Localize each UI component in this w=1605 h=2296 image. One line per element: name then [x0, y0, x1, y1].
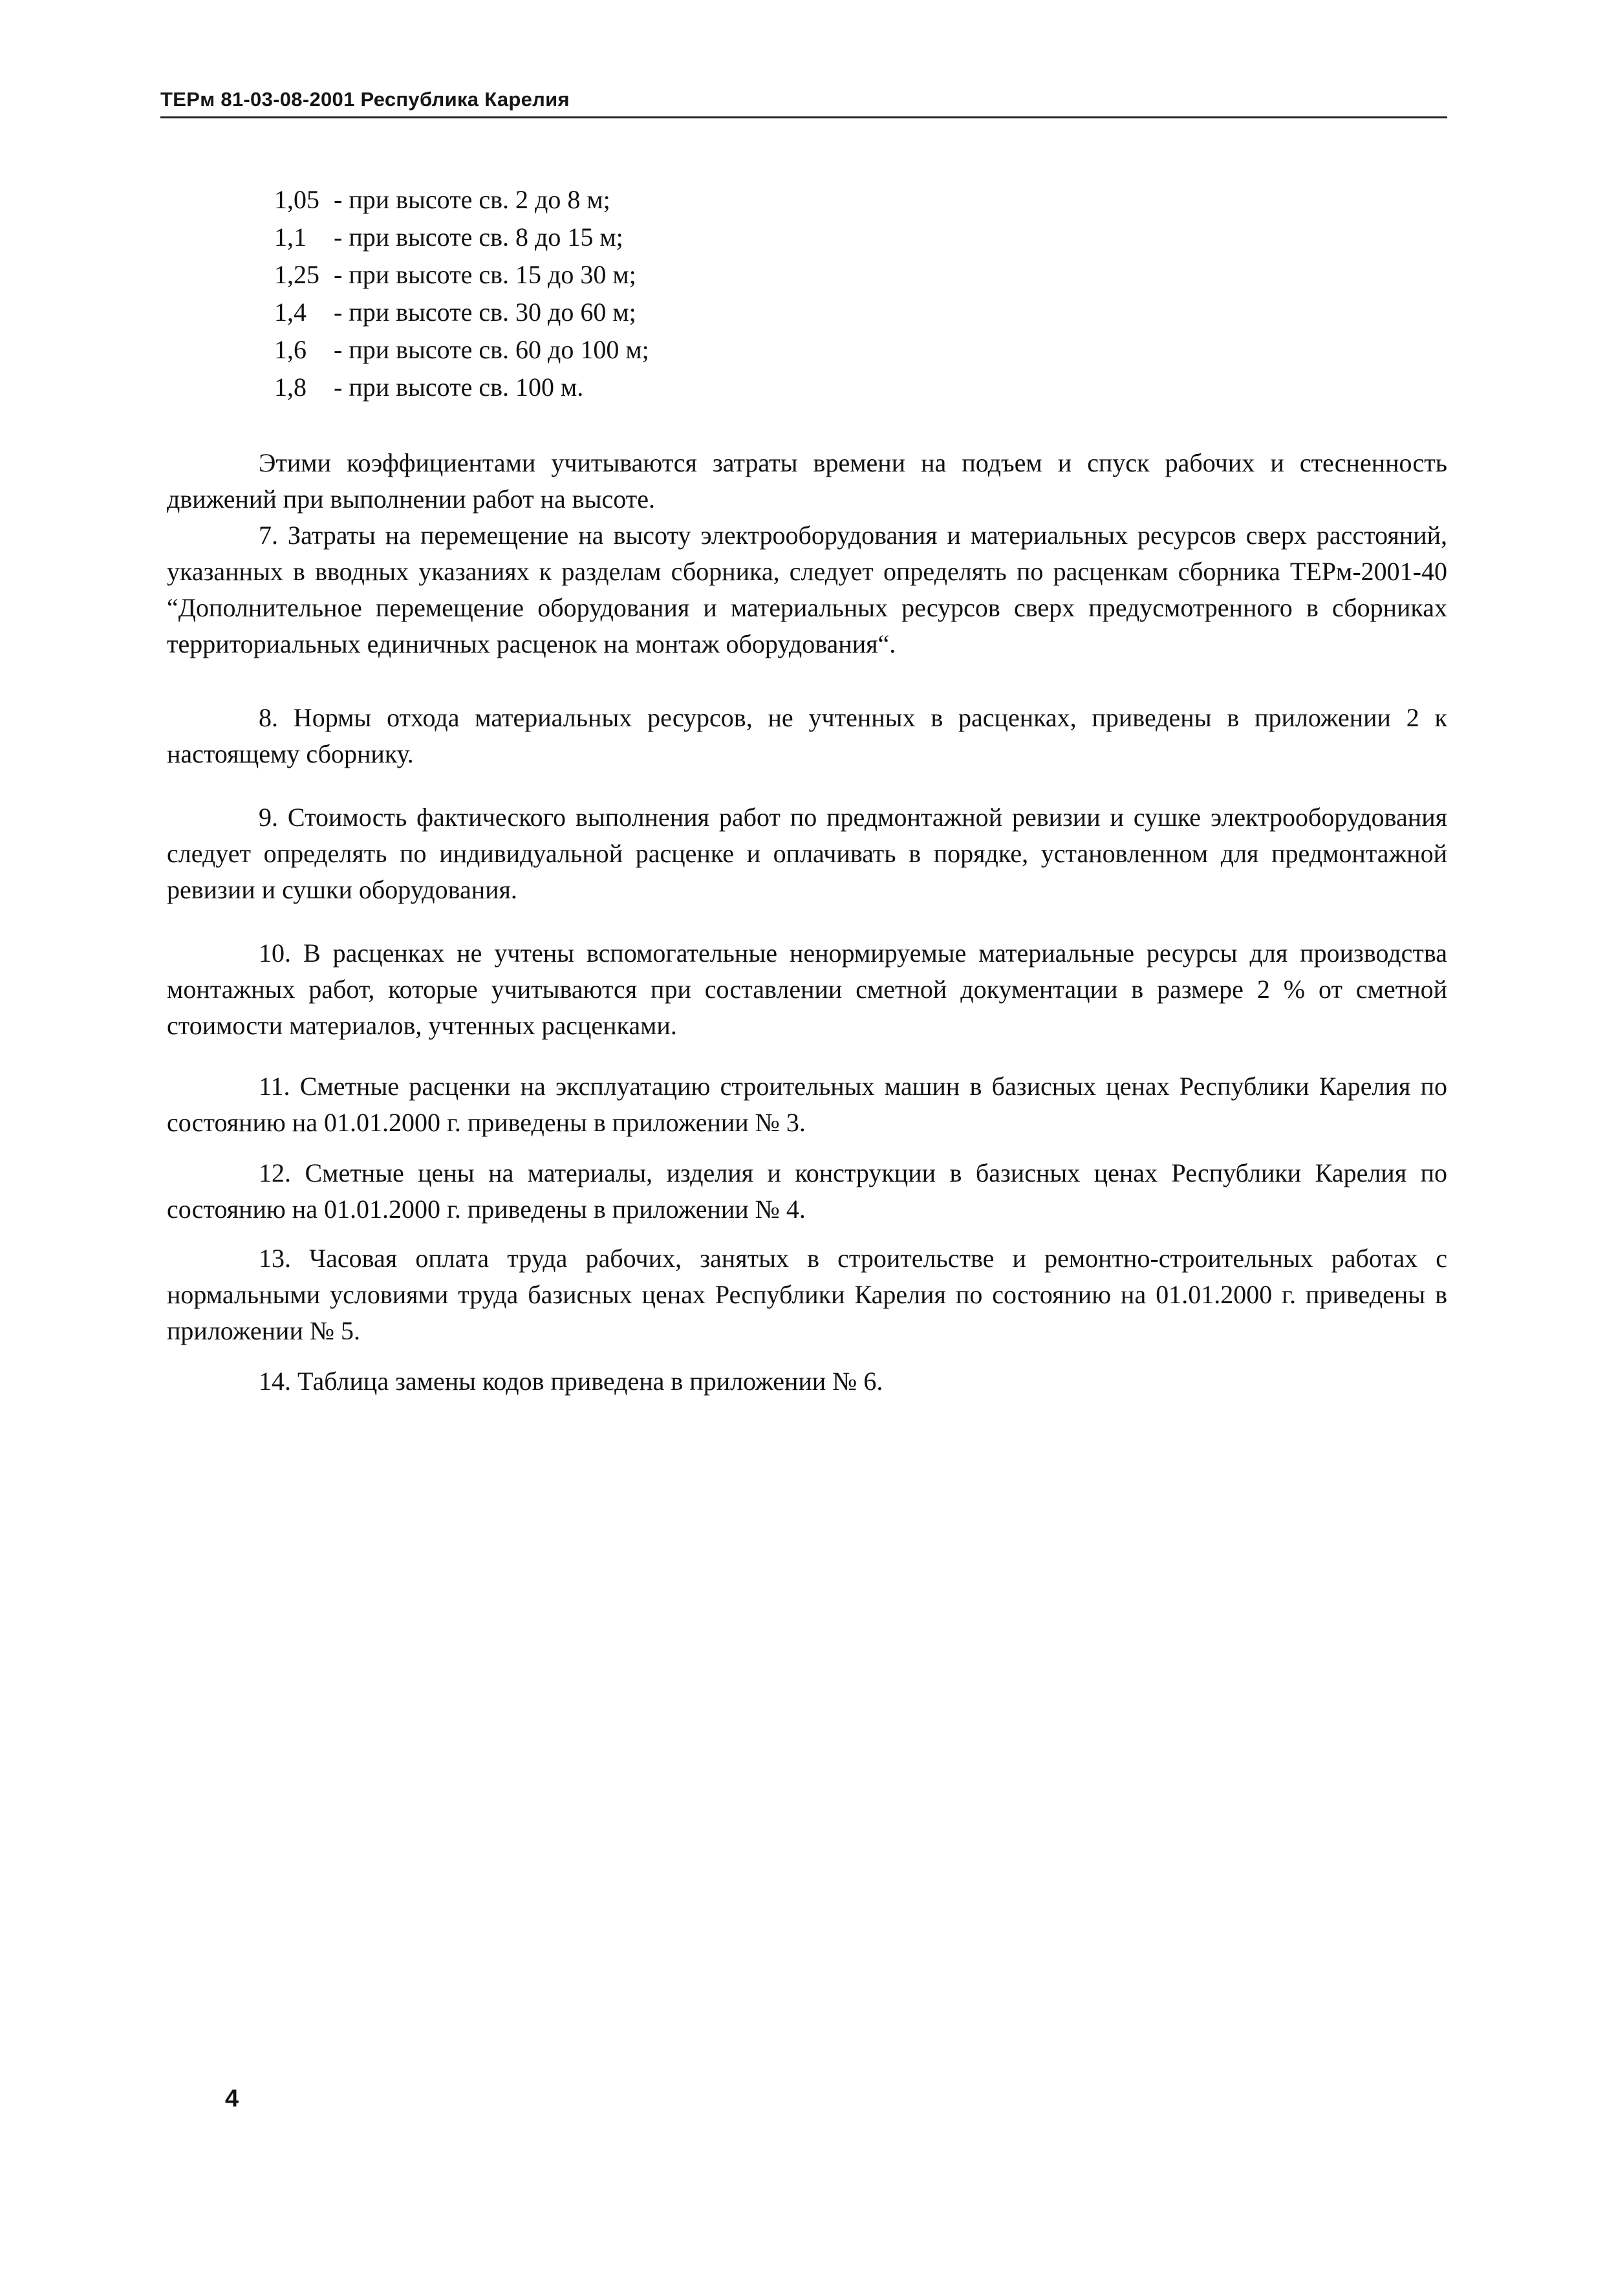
coefficient-description: - при высоте св. 30 до 60 м;: [334, 298, 636, 327]
coefficient-item: [274, 294, 1050, 331]
height-coefficient-list: [274, 181, 1050, 406]
paragraph-13: 13. Часовая оплата труда рабочих, занятых в строительстве и ремонтно-строительных работах с нормальными условиями труда базисных ценах Республики Карелия по состоянию на 01.01.2000 г. приведены в приложении № 5.: [167, 1244, 1447, 1345]
coefficient-item: [274, 331, 1050, 369]
paragraph-9: 9. Стоимость фактического выполнения работ по предмонтажной ревизии и сушке электрооборудования следует определять по индивидуальной расценке и оплачивать в порядке, установленном для предмонтажной ревизии и сушки оборудования.: [167, 803, 1447, 904]
coefficient-value: 1,4: [274, 298, 307, 327]
coefficient-value: 1,6: [274, 335, 307, 364]
document-header-title: ТЕРм 81-03-08-2001 Республика Карелия: [160, 88, 570, 111]
coefficient-value: 1,1: [274, 222, 307, 252]
coefficient-description: - при высоте св. 100 м.: [334, 373, 584, 402]
coefficient-item: [274, 181, 1050, 219]
coefficient-value: 1,05: [274, 185, 319, 214]
paragraph-7: 7. Затраты на перемещение на высоту электрооборудования и материальных ресурсов сверх расстояний, указанных в вводных указаниях к разделам сборника, следует определять по расценкам сборника ТЕРм-2001-40 “Дополнительное перемещение оборудования и материальных ресурсов сверх предусмотренного в сборниках территориальных единичных расценок на монтаж оборудования“.: [167, 521, 1447, 658]
coefficient-item: [274, 369, 1050, 406]
paragraph-10: 10. В расценках не учтены вспомогательные ненормируемые материальные ресурсы для производства монтажных работ, которые учитываются при составлении сметной документации в размере 2 % от сметной стоимости материалов, учтенных расценками.: [167, 938, 1447, 1040]
paragraph-8: 8. Нормы отхода материальных ресурсов, не учтенных в расценках, приведены в приложении 2 к настоящему сборнику.: [167, 703, 1447, 768]
coefficient-description: - при высоте св. 15 до 30 м;: [334, 260, 636, 289]
paragraph-11: 11. Сметные расценки на эксплуатацию строительных машин в базисных ценах Республики Карелия по состоянию на 01.01.2000 г. приведены в приложении № 3.: [167, 1072, 1447, 1137]
coefficient-value: 1,25: [274, 260, 319, 289]
coefficient-value: 1,8: [274, 373, 307, 402]
page-number: 4: [225, 2085, 239, 2112]
coefficient-description: - при высоте св. 2 до 8 м;: [334, 185, 610, 214]
coefficient-item: [274, 219, 1050, 256]
paragraph-coefficients-note: Этими коэффициентами учитываются затраты времени на подъем и спуск рабочих и стесненность движений при выполнении работ на высоте.: [167, 448, 1447, 514]
coefficient-item: [274, 256, 1050, 294]
header-divider: [160, 116, 1447, 118]
paragraph-14: 14. Таблица замены кодов приведена в приложении № 6.: [259, 1367, 883, 1396]
coefficient-description: - при высоте св. 8 до 15 м;: [334, 222, 623, 252]
coefficient-description: - при высоте св. 60 до 100 м;: [334, 335, 649, 364]
paragraph-12: 12. Сметные цены на материалы, изделия и конструкции в базисных ценах Республики Карелия по состоянию на 01.01.2000 г. приведены в приложении № 4.: [167, 1158, 1447, 1224]
